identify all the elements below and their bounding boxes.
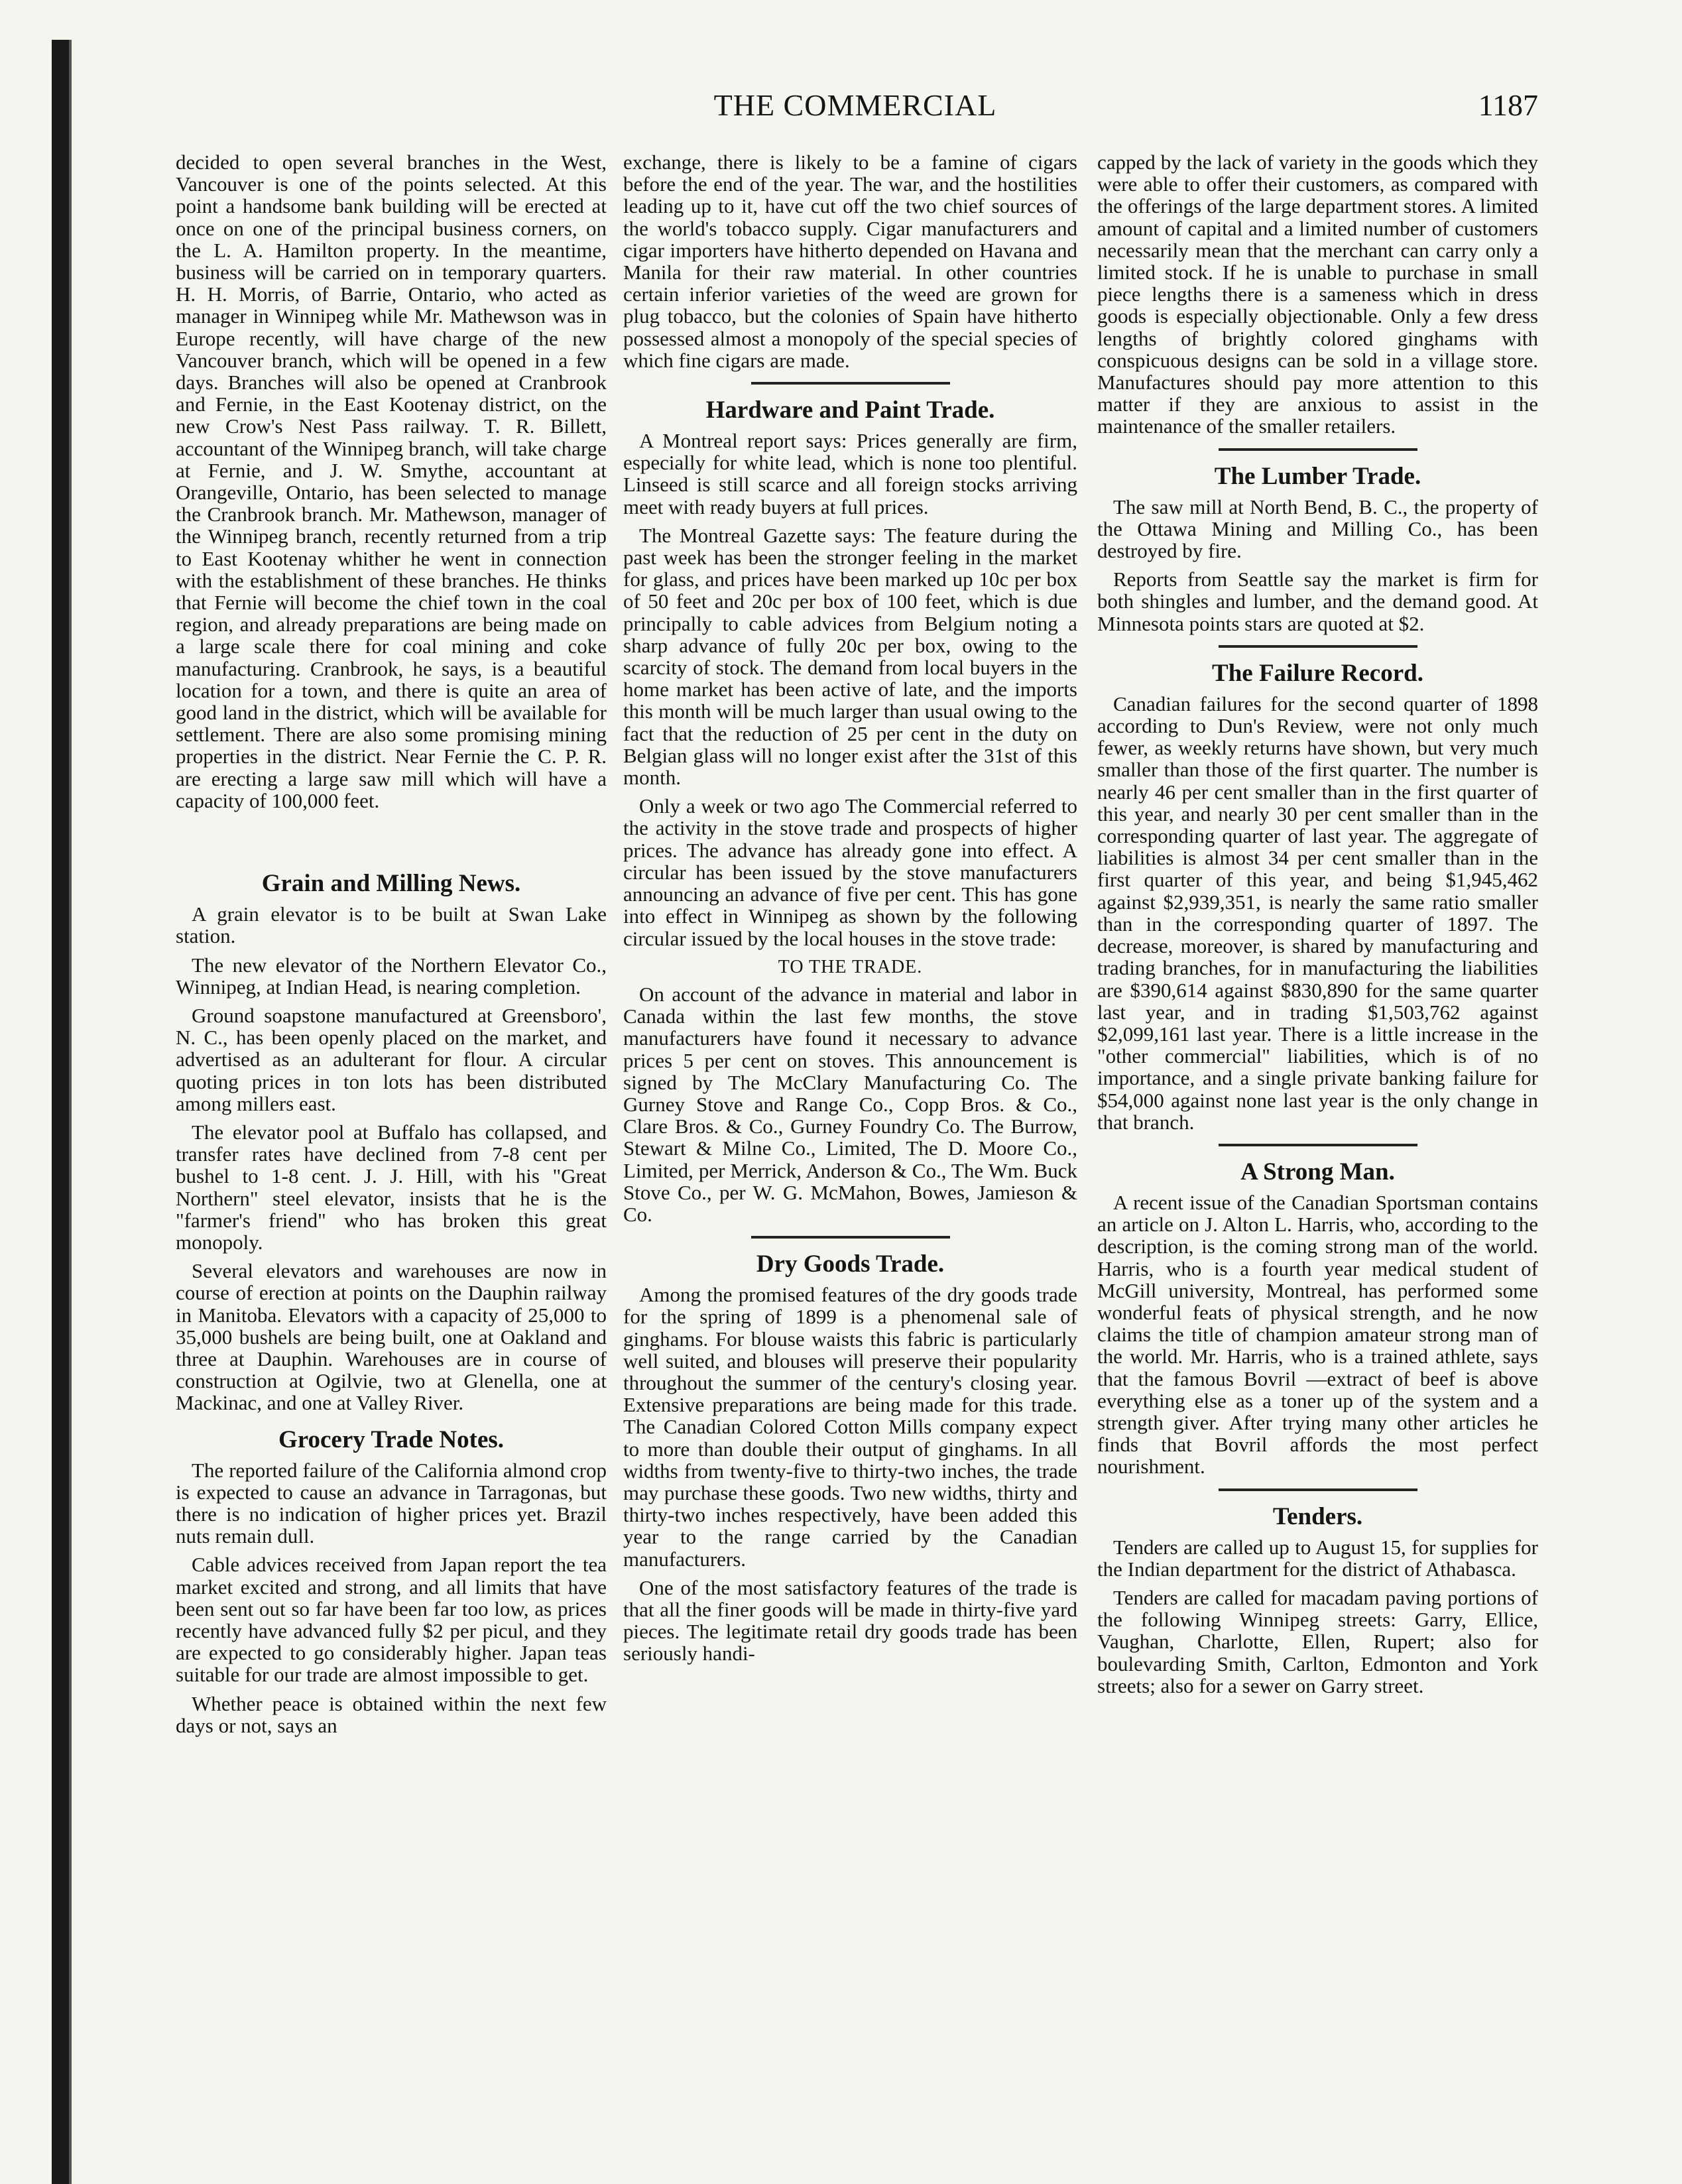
paragraph: A Montreal report says: Prices generally are firm, especially for white lead, which is none too plentiful. Linseed is still scarce and all foreign stocks arriving meet with ready buyers at full prices.: [623, 429, 1077, 518]
heading-grocery-trade: Grocery Trade Notes.: [278, 1426, 505, 1453]
subheading-to-the-trade: TO THE TRADE.: [778, 956, 923, 977]
section-rule: [1219, 448, 1417, 451]
page-header: [172, 88, 1538, 134]
paragraph: The reported failure of the California almond crop is expected to cause an advance in Tarragonas, but there is no indication of higher prices yet. Brazil nuts remain dull.: [176, 1458, 607, 1548]
section-rule: [751, 1236, 950, 1239]
paragraph: Only a week or two ago The Commercial referred to the activity in the stove trade and prospects of higher prices. The advance has already gone into effect. A circular has been issued by the stove manufacturers announcing an advance of five per cent. This has gone into effect in Winnipeg as shown by the following circular issued by the local houses in the stove trade:: [623, 794, 1077, 950]
section-rule: [1219, 1488, 1417, 1491]
heading-dry-goods: Dry Goods Trade.: [756, 1250, 945, 1278]
paragraph: Whether peace is obtained within the next few days or not, says an: [176, 1691, 607, 1737]
page-number: 1187: [1478, 88, 1538, 122]
running-title: THE COMMERCIAL: [713, 88, 997, 122]
page-binding-edge: [52, 40, 69, 2184]
column-2: [623, 151, 1077, 2147]
article-continuation-bank: decided to open several branches in the West, Vancouver is one of the points selected. At this point a handsome bank building will be erected at once on one of the principal business corners, on the L. A. Hamilton property. In the meantime, business will be carried on in temporary quarters. H. H. Morris, of Barrie, Ontario, who acted as manager in Winnipeg while Mr. Mathewson was in Europe recently, will have charge of the new Vancouver branch, which will be opened in a few days. Branches will also be opened at Cranbrook and Fernie, in the East Kootenay district, on the new Crow's Nest Pass railway. T. R. Billett, accountant of the Winnipeg branch, will take charge at Fernie, and J. W. Smythe, accountant at Orangeville, Ontario, has been selected to manage the Cranbrook branch. Mr. Mathewson, manager of the Winnipeg branch, recently returned from a trip to East Kootenay whither he went in connection with the establishment of these branches. He thinks that Fernie will become the chief town in the coal region, and already preparations are being made on a large scale there for coal mining and coke manufacturing. Cranbrook, he says, is a beautiful location for a town, and there is quite an area of good land in the district, which will be available for settlement. There are also some promising mining properties in the district. Near Fernie the C. P. R. are erecting a large saw mill which will have a capacity of 100,000 feet.: [176, 151, 607, 812]
heading-failure-record: The Failure Record.: [1212, 659, 1423, 687]
paragraph: A recent issue of the Canadian Sportsman contains an article on J. Alton L. Harris, who, according to the description, is the coming strong man of the world. Harris, who is a fourth year medical student of McGill university, Montreal, has performed some wonderful feats of physical strength, and he now claims the title of champion amateur strong man of the world. Mr. Harris, who is a trained athlete, says that the famous Bovril —extract of beef is above everything else as a toner up of the system and a strength giver. After trying many other articles he finds that Bovril affords the most perfect nourishment.: [1097, 1190, 1538, 1479]
paragraph: A grain elevator is to be built at Swan Lake station.: [176, 902, 607, 948]
paragraph: The elevator pool at Buffalo has collapsed, and transfer rates have declined from 7-8 cent per bushel to 1-8 cent. J. J. Hill, with his "Great Northern" steel elevator, insists that he is the "farmer's friend" who has broken this great monopoly.: [176, 1120, 607, 1254]
page-binding-shadow: [69, 40, 72, 2184]
heading-strong-man: A Strong Man.: [1240, 1158, 1395, 1185]
paragraph: The Montreal Gazette says: The feature during the past week has been the stronger feeling in the market for glass, and prices have been marked up 10c per box of 50 feet and 20c per box of 100 feet, which is due principally to cable advices from Belgium noting a sharp advance of fully 20c per box, owing to the scarcity of stock. The demand from local buyers in the home market has been active of late, and the imports this month will be much larger than usual owing to the fact that the reduction of 25 per cent in the duty on Belgian glass will no longer exist after the 31st of this month.: [623, 523, 1077, 790]
column-3: [1097, 151, 1538, 2147]
paragraph: Canadian failures for the second quarter of 1898 according to Dun's Review, were not only much fewer, as weekly returns have shown, but very much smaller than those of the first quarter. The number is nearly 46 per cent smaller than in the first quarter of this year, and nearly 30 per cent smaller than in the corresponding quarter of last year. The aggregate of liabilities is almost 34 per cent smaller than in the first quarter of this year, and being $1,945,462 against $2,939,351, is nearly the same ratio smaller than in the corresponding quarter of 1897. The decrease, moreover, is shared by manufacturing and trading branches, for in manufacturing the liabilities are $390,614 against $830,890 for the same quarter last year, and in trading $1,503,762 against $2,099,161 last year. There is a little increase in the "other commercial" liabilities, which is of no importance, and a single private banking failure for $54,000 against none last year is the only change in that branch.: [1097, 692, 1538, 1134]
spacer: [176, 818, 607, 858]
paragraph: Ground soapstone manufactured at Greensboro', N. C., has been openly placed on the market, and advertised as an adulterant for flour. A circular quoting prices in ton lots has been distributed among millers east.: [176, 1003, 607, 1115]
paragraph: Tenders are called for macadam paving portions of the following Winnipeg streets: Garry, Ellice, Vaughan, Charlotte, Ellen, Rupert; also for boulevarding Smith, Carlton, Edmonton and York streets; also for a sewer on Garry street.: [1097, 1585, 1538, 1697]
section-rule: [751, 382, 950, 385]
paragraph: One of the most satisfactory features of the trade is that all the finer goods will be made in thirty-five yard pieces. The legitimate retail dry goods trade has been seriously handi-: [623, 1575, 1077, 1666]
paragraph: Reports from Seattle say the market is firm for both shingles and lumber, and the demand good. At Minnesota points stars are quoted at $2.: [1097, 568, 1538, 635]
paragraph: Cable advices received from Japan report the tea market excited and strong, and all limits that have been sent out so far have been far too low, as prices recently have advanced fully $2 per picul, and they are expected to go considerably higher. Japan teas suitable for our trade are almost impossible to get.: [176, 1553, 607, 1687]
section-rule: [1219, 1144, 1417, 1146]
article-continuation-dry-goods: capped by the lack of variety in the goods which they were able to offer their customers, as compared with the offerings of the large department stores. A limited amount of capital and a limited number of customers necessarily mean that the merchant can carry only a limited stock. If he is unable to purchase in small piece lengths there is a sameness which in dress goods is especially objectionable. Only a few dress lengths of brightly colored ginghams with conspicuous designs can be sold in a village store. Manufactures should pay more attention to this matter if they are anxious to assist in the maintenance of the smaller retailers.: [1097, 151, 1538, 438]
heading-tenders: Tenders.: [1272, 1502, 1363, 1530]
heading-grain-milling: Grain and Milling News.: [261, 870, 521, 898]
section-rule: [1219, 645, 1417, 648]
paragraph: The new elevator of the Northern Elevator Co., Winnipeg, at Indian Head, is nearing completion.: [176, 953, 607, 999]
column-1: [176, 151, 607, 2147]
heading-hardware-paint: Hardware and Paint Trade.: [705, 396, 995, 424]
paragraph: Several elevators and warehouses are now in course of erection at points on the Dauphin railway in Manitoba. Elevators with a capacity of 25,000 to 35,000 bushels are being built, one at Oakland and three at Dauphin. Warehouses are in course of construction at Ogilvie, two at Glenella, one at Mackinac, and one at Valley River.: [176, 1259, 607, 1415]
heading-lumber-trade: The Lumber Trade.: [1214, 462, 1421, 490]
paragraph: Among the promised features of the dry goods trade for the spring of 1899 is a phenomenal sale of ginghams. For blouse waists this fabric is particularly well suited, and blouses will preserve their popularity throughout the summer of the century's closing year. Extensive preparations are being made for this trade. The Canadian Colored Cotton Mills company expect to more than double their output of ginghams. In all widths from twenty-five to thirty-two inches, the trade may purchase these goods. Two new widths, thirty and thirty-two inches respectively, have been added this year to the range carried by the Canadian manufacturers.: [623, 1283, 1077, 1571]
paragraph: The saw mill at North Bend, B. C., the property of the Ottawa Mining and Milling Co., has been destroyed by fire.: [1097, 495, 1538, 563]
article-continuation-cigars: exchange, there is likely to be a famine of cigars before the end of the year. The war, and the hostilities leading up to it, have cut off the two chief sources of the world's tobacco supply. Cigar manufacturers and cigar importers have hitherto depended on Havana and Manila for their raw material. In other countries certain inferior varieties of the weed are grown for plug tobacco, but the colonies of Spain have hitherto possessed almost a monopoly of the special species of which fine cigars are made.: [623, 151, 1077, 372]
paragraph: On account of the advance in material and labor in Canada within the last few months, the stove manufacturers have found it necessary to advance prices 5 per cent on stoves. This announcement is signed by The McClary Manufacturing Co. The Gurney Stove and Range Co., Copp Bros. & Co., Clare Bros. & Co., Gurney Foundry Co. The Burrow, Stewart & Milne Co., Limited, The D. Moore Co., Limited, per Merrick, Anderson & Co., The Wm. Buck Stove Co., per W. G. McMahon, Bowes, Jamieson & Co.: [623, 982, 1077, 1226]
paragraph: Tenders are called up to August 15, for supplies for the Indian department for the district of Athabasca.: [1097, 1535, 1538, 1581]
